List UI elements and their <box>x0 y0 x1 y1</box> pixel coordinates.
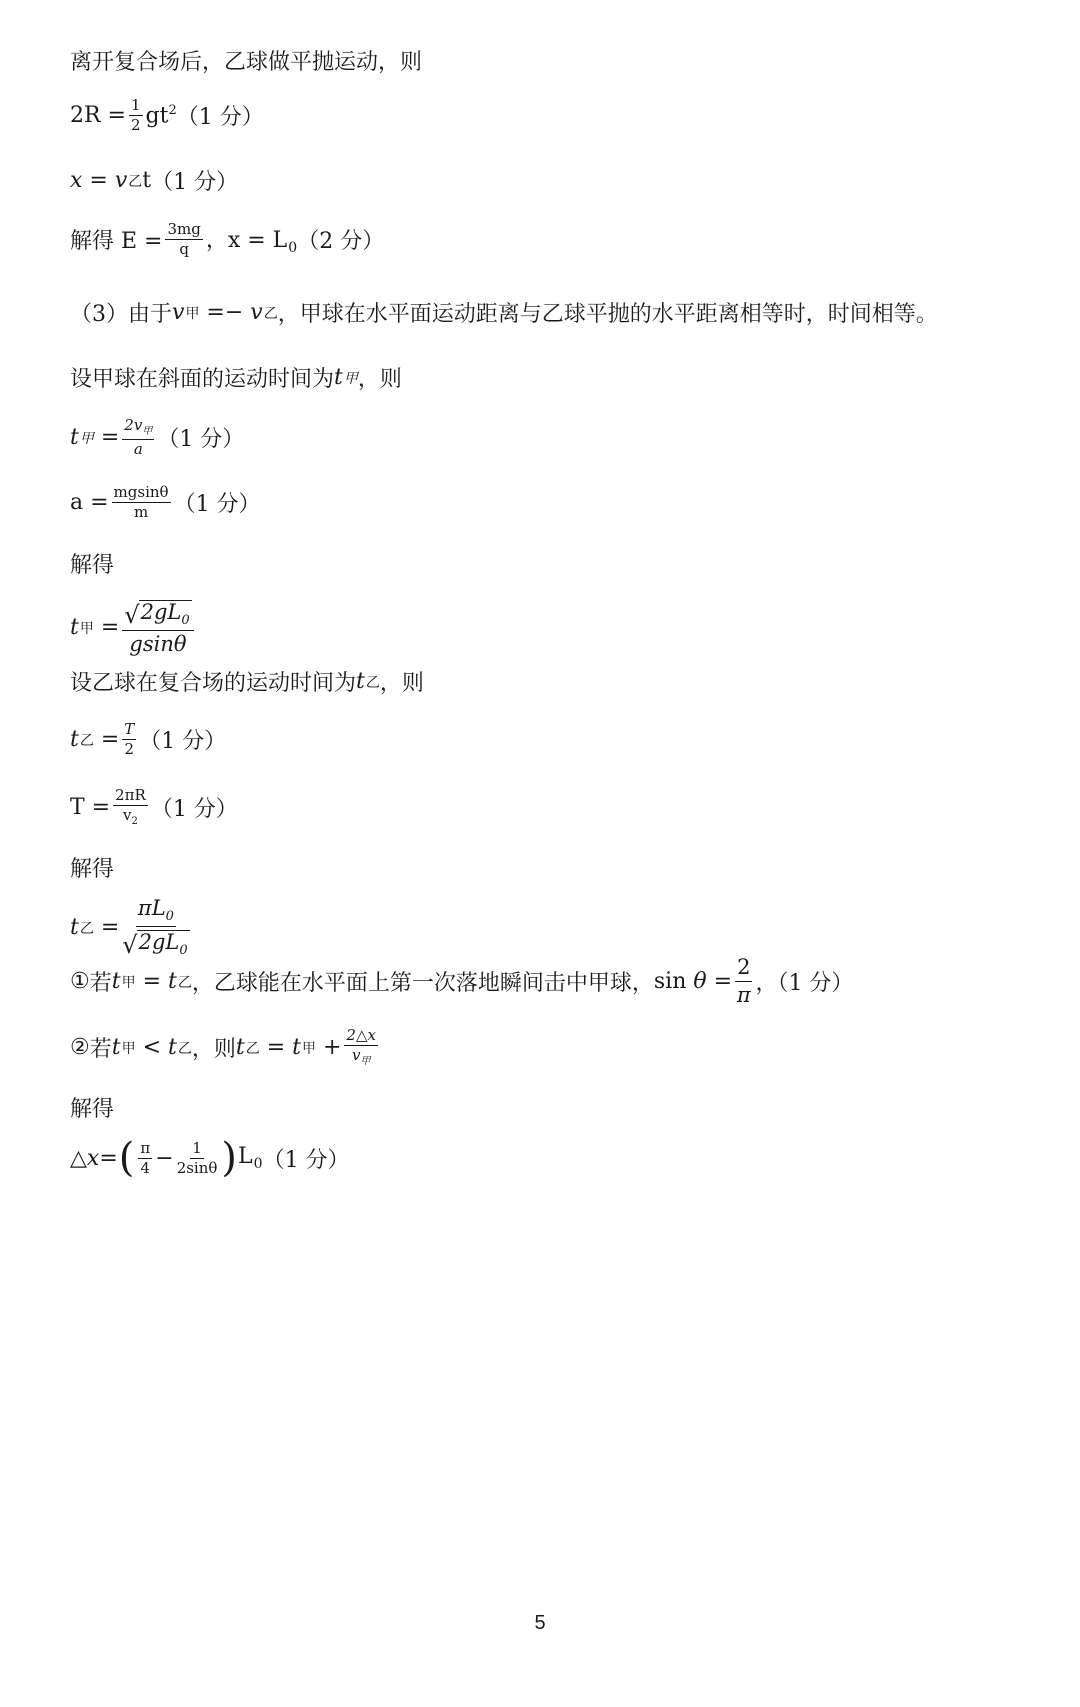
equation-period: T = $\frac{2\pi R}{v_2}$ （1 分） <box>70 786 238 827</box>
fraction: $\frac{3mg}{q}$ <box>167 220 201 258</box>
equation-a: a = $\frac{mgsin\theta}{m}$ （1 分） <box>70 483 261 521</box>
text-line: 解得 <box>70 1097 115 1122</box>
text-line: 离开复合场后，乙球做平抛运动，则 <box>70 50 423 75</box>
equation-x: x = v 乙 t （1 分） <box>70 168 239 195</box>
fraction: $\frac{2\pi R}{v_2}$ <box>115 786 146 827</box>
fraction: √ $2gL_0$ gsinθ <box>122 600 193 655</box>
text-line: 设甲球在斜面的运动时间为 t 甲 ，则 <box>70 365 402 392</box>
fraction: $\frac{T}{2}$ <box>124 720 135 758</box>
fraction: $\frac{mgsin\theta}{m}$ <box>113 483 169 521</box>
fraction: $\frac{1}{2\sin\theta}$ <box>176 1138 218 1177</box>
fraction: $\frac{\pi}{4}$ <box>140 1138 151 1177</box>
fraction: $\frac{1}{2}$ <box>131 96 141 134</box>
equation-t-jia: t 甲 = $\frac{2v_甲}{a}$ （1 分） <box>70 416 245 458</box>
text-line: 解得 <box>70 857 115 882</box>
equation-2r: 2R = $\frac{1}{2}$ $gt^2$ （1 分） <box>70 96 264 134</box>
equation-t-jia-result: t 甲 = √ $2gL_0$ gsinθ <box>70 600 197 655</box>
equation-t-yi-result: t 乙 = $\pi L_0$ √ $2gL_0$ <box>70 896 188 960</box>
text-line: 解得 <box>70 553 115 578</box>
case-two: ② 若 t 甲 < t 乙 ，则 t 乙 = t 甲 + $\frac{2\triangle x}{v_甲}$ <box>70 1026 376 1067</box>
equation-t-yi: t 乙 = $\frac{T}{2}$ （1 分） <box>70 720 227 758</box>
equation-delta-x: △x= ( $\frac{\pi}{4}$ − $\frac{1}{2\sin\theta}$ ) $L_0$ （1 分） <box>70 1135 350 1181</box>
fraction: $\frac{2}{\pi}$ <box>736 955 751 1007</box>
text-line-part3: （3）由于 v 甲 =− v 乙 ，甲球在水平面运动距离与乙球平抛的水平距离相等时，时间相等。 <box>70 300 938 327</box>
equation-e: 解得 E = $\frac{3mg}{q}$ ，$x = L_0$ （2 分） <box>70 220 385 258</box>
fraction: $\frac{2v_甲}{a}$ <box>124 416 153 458</box>
fraction: $\pi L_0$ √ $2gL_0$ <box>122 896 188 960</box>
page-number: 5 <box>534 1612 546 1634</box>
fraction: $\frac{2\triangle x}{v_甲}$ <box>346 1026 376 1067</box>
text-line: 设乙球在复合场的运动时间为 t 乙 ，则 <box>70 669 424 696</box>
case-one: ① 若 t 甲 = t 乙 ，乙球能在水平面上第一次落地瞬间击中甲球， sin θ = $\frac{2}{\pi}$ ，（1 分） <box>70 955 854 1007</box>
